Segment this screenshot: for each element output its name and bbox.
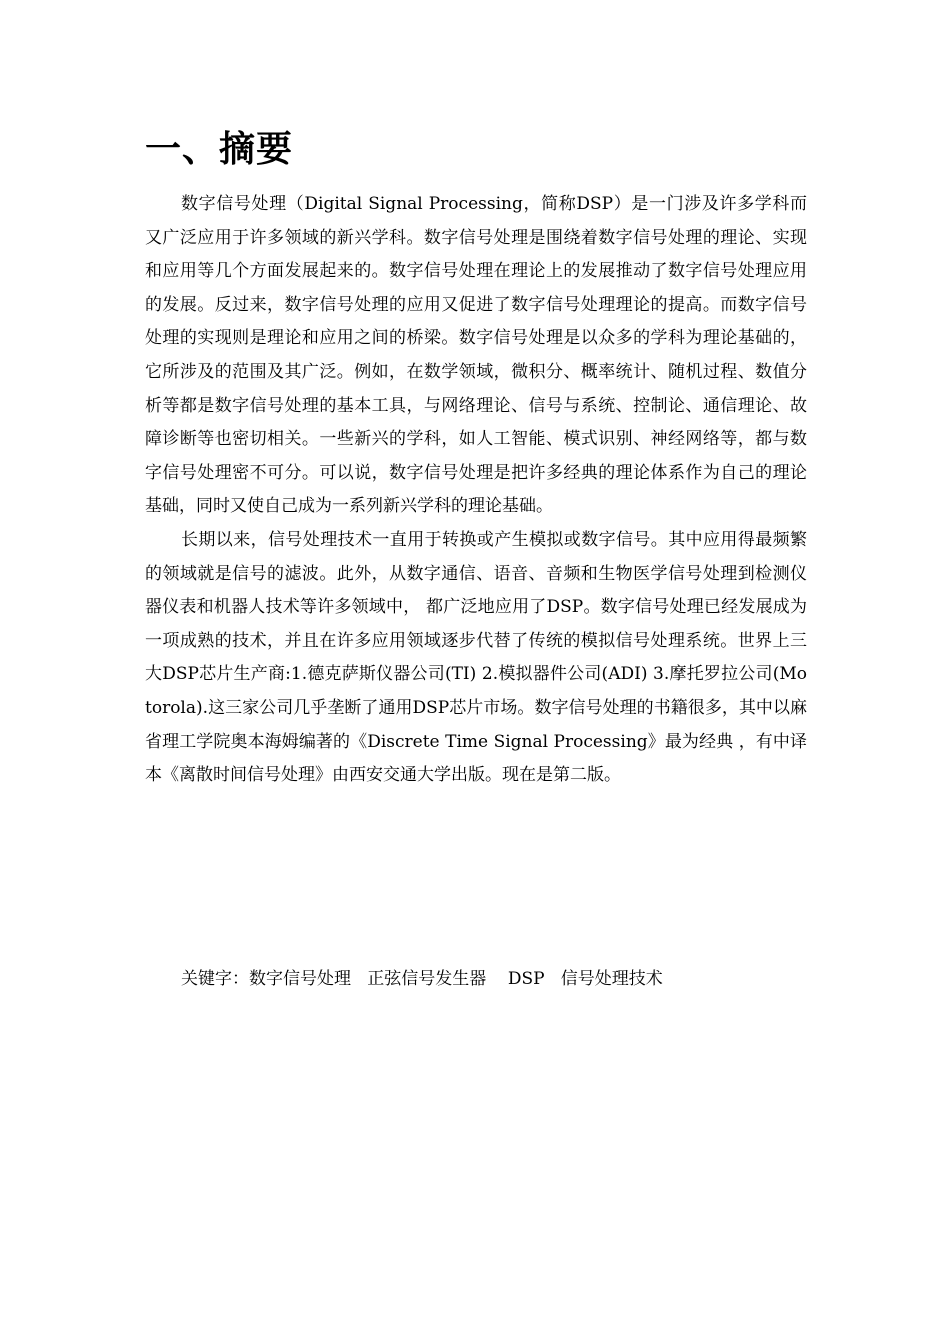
- abstract-body: [145, 188, 807, 793]
- keywords-line: 关键字：数字信号处理 正弦信号发生器 DSP 信号处理技术: [181, 969, 663, 989]
- section-heading: 一、摘要: [145, 128, 294, 170]
- abstract-paragraph-1: 数字信号处理（Digital Signal Processing，简称DSP）是一门涉及许多学科而又广泛应用于许多领域的新兴学科。数字信号处理是围绕着数字信号处理的理论、实现和应用等几个方面发展起来的。数字信号处理在理论上的发展推动了数字信号处理应用的发展。反过来，数字信号处理的应用又促进了数字信号处理理论的提高。而数字信号处理的实现则是理论和应用之间的桥梁。数字信号处理是以众多的学科为理论基础的，它所涉及的范围及其广泛。例如，在数学领域，微积分、概率统计、随机过程、数值分析等都是数字信号处理的基本工具，与网络理论、信号与系统、控制论、通信理论、故障诊断等也密切相关。一些新兴的学科，如人工智能、模式识别、神经网络等，都与数字信号处理密不可分。可以说，数字信号处理是把许多经典的理论体系作为自己的理论基础，同时又使自己成为一系列新兴学科的理论基础。: [145, 194, 807, 517]
- abstract-paragraph-2: 长期以来，信号处理技术一直用于转换或产生模拟或数字信号。其中应用得最频繁的领域就是信号的滤波。此外，从数字通信、语音、音频和生物医学信号处理到检测仪器仪表和机器人技术等许多领域中， 都广泛地应用了DSP。数字信号处理已经发展成为一项成熟的技术，并且在许多应用领域逐步代替了传统的模拟信号处理系统。世界上三大DSP芯片生产商:1.德克萨斯仪器公司(TI) 2.模拟器件公司(ADI) 3.摩托罗拉公司(Motorola).这三家公司几乎垄断了通用DSP芯片市场。数字信号处理的书籍很多，其中以麻省理工学院奥本海姆编著的《Discrete Time Signal Processing》最为经典 ，有中译本《离散时间信号处理》由西安交通大学出版。现在是第二版。: [145, 529, 807, 786]
